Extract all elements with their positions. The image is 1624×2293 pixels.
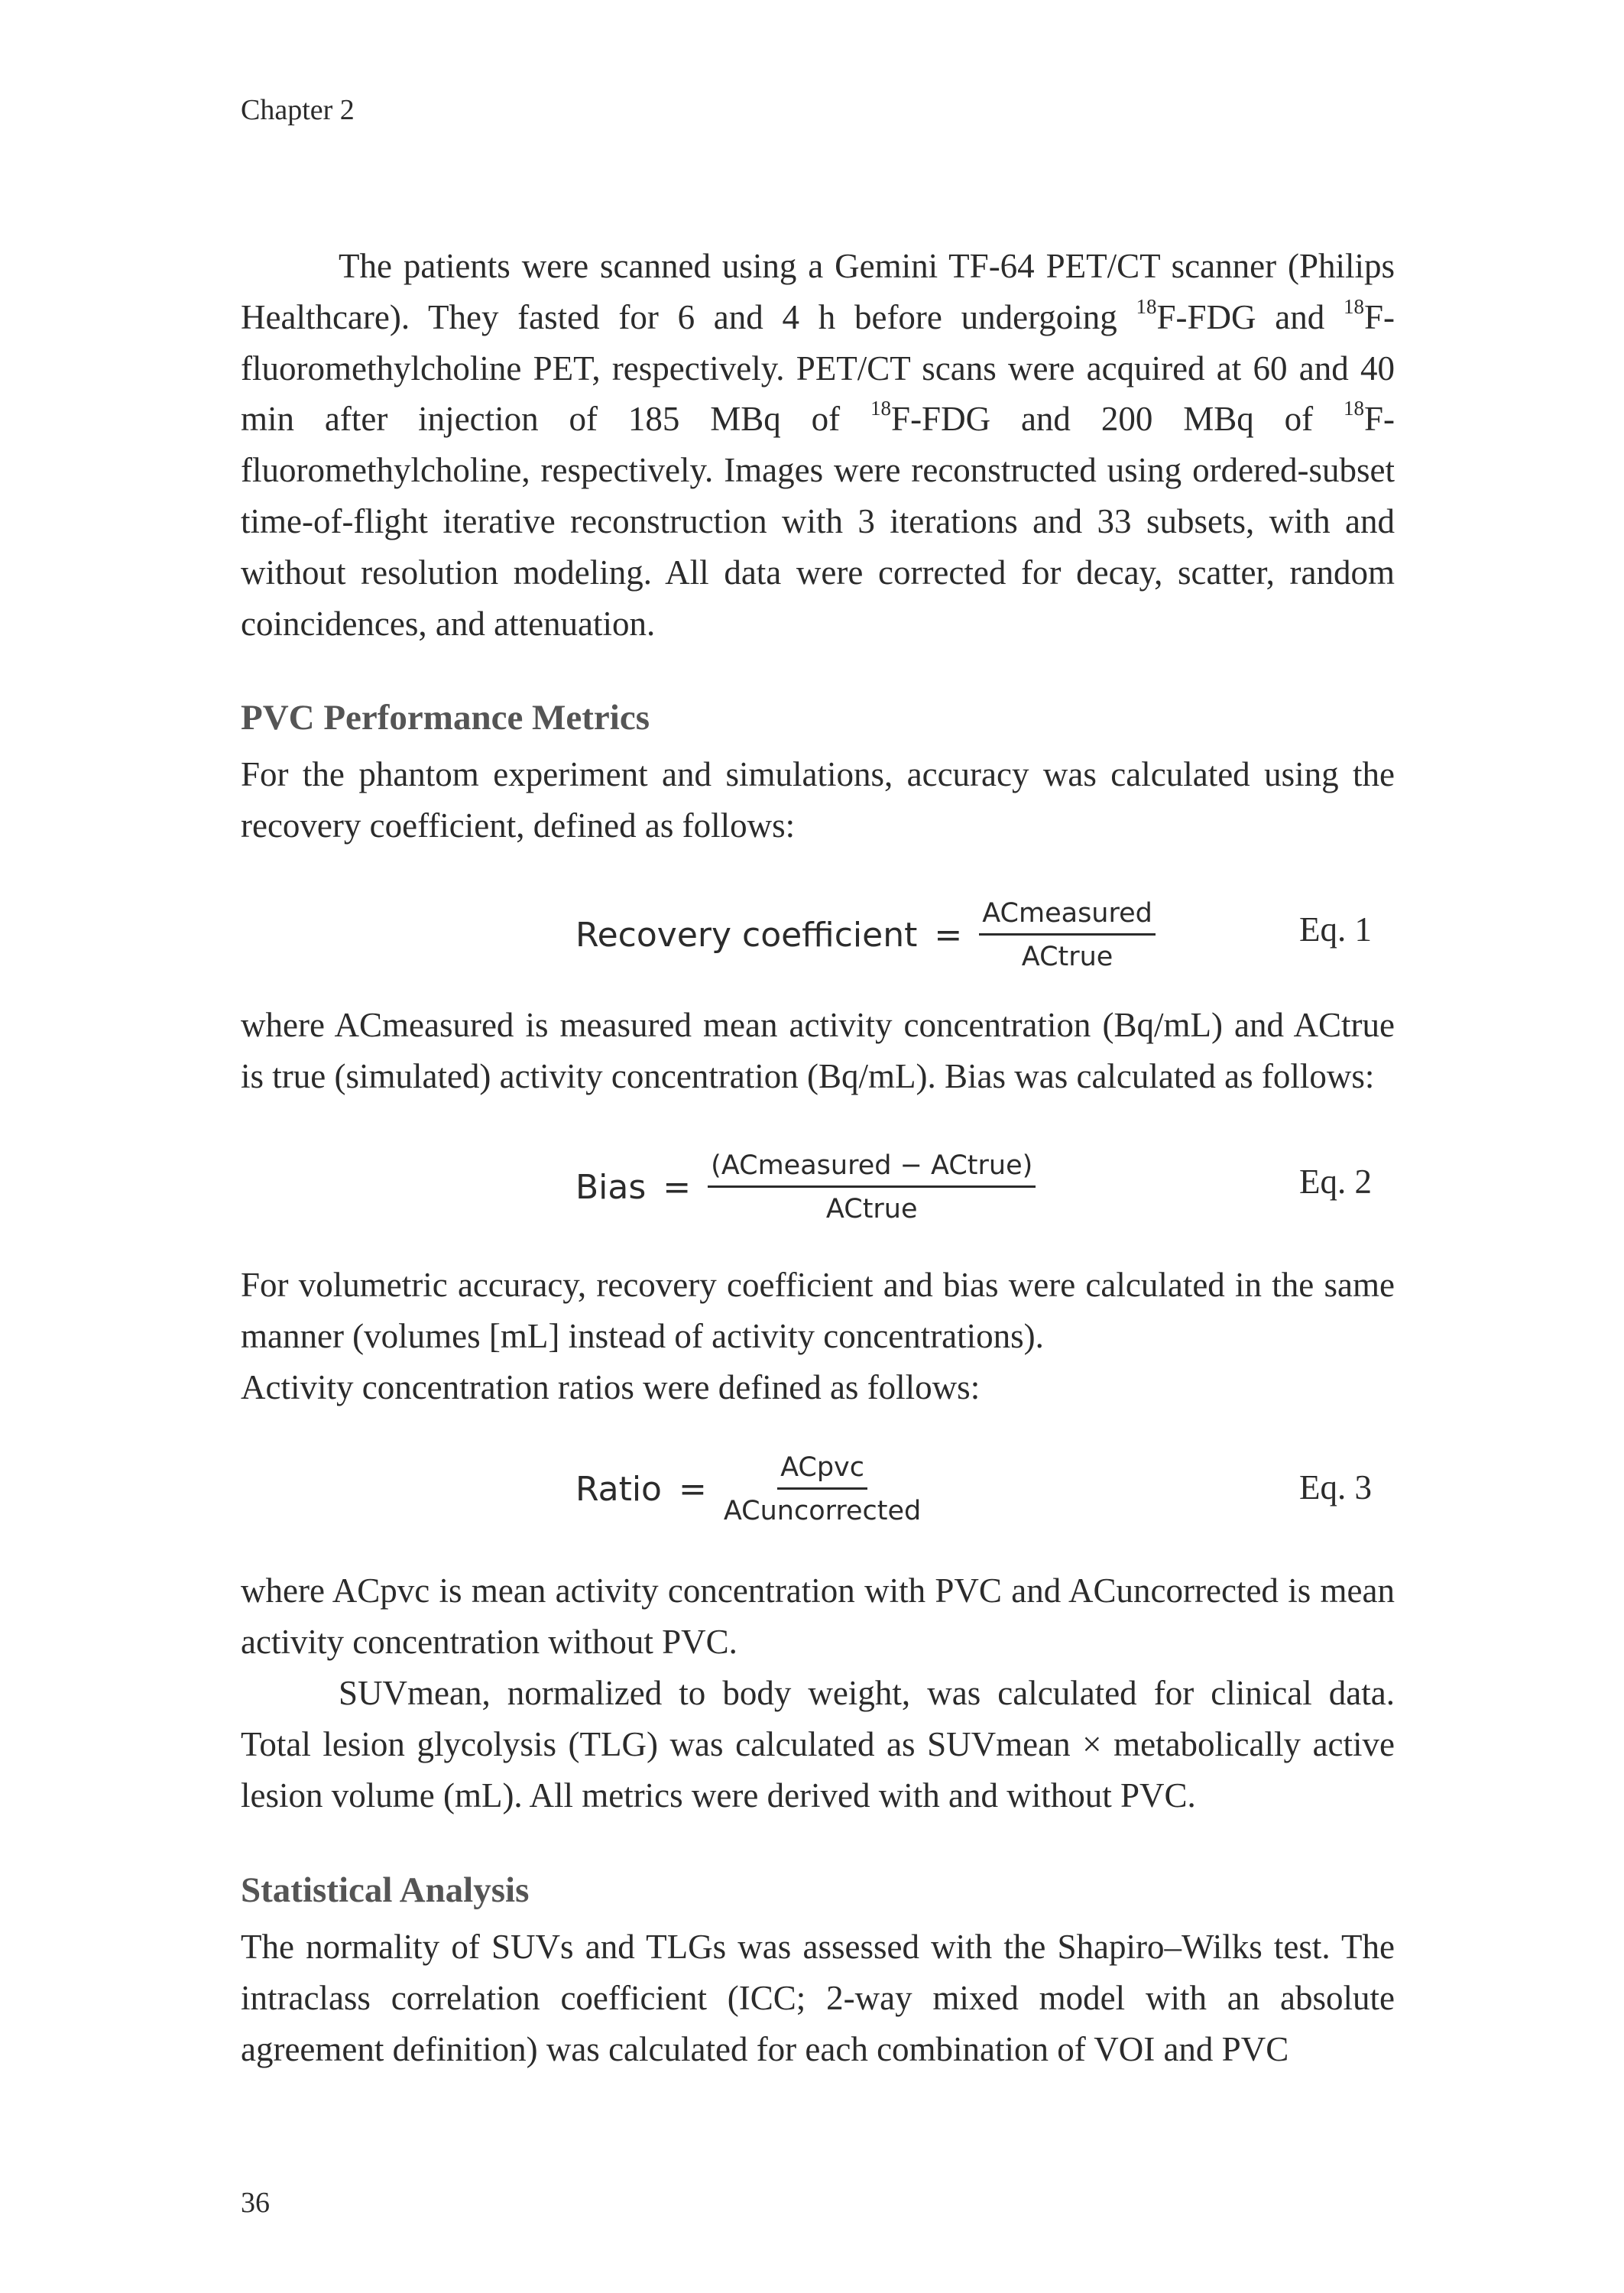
equation-lhs: Bias (575, 1168, 647, 1207)
denominator: ACtrue (1021, 942, 1113, 972)
equation-lhs: Recovery coefficient (575, 916, 918, 955)
volumetric-accuracy-paragraph: For volumetric accuracy, recovery coefficient and bias were calculated in the same manner (volumes [mL] instead of activity concentrations). (241, 1266, 1395, 1355)
recovery-intro-paragraph: For the phantom experiment and simulations, accuracy was calculated using the recovery coefficient, defined as follows: (241, 755, 1395, 845)
statistics-paragraph: The normality of SUVs and TLGs was assessed with the Shapiro–Wilks test. The intraclass correlation coefficient (ICC; 2-way mixed model with an absolute agreement definition) was calculated for each combination of VOI and PVC (241, 1928, 1395, 2068)
equation-label-1: Eq. 1 (1299, 910, 1372, 949)
fraction (979, 898, 1156, 972)
running-head: Chapter 2 (241, 94, 355, 126)
equation-lhs: Ratio (575, 1470, 662, 1509)
suv-tlg-paragraph: SUVmean, normalized to body weight, was calculated for clinical data. Total lesion glycolysis (TLG) was calculated as SUVmean × metabolically active lesion volume (mL). All metrics were derived with and without PVC. (241, 1674, 1395, 1815)
equation-label-3: Eq. 3 (1299, 1468, 1372, 1507)
equation-ratio (575, 1452, 921, 1526)
numerator: ACpvc (777, 1452, 867, 1490)
equals-sign: = (678, 1470, 707, 1509)
eq1-explanation-paragraph: where ACmeasured is measured mean activity concentration (Bq/mL) and ACtrue is true (simulated) activity concentration (Bq/mL). Bias was calculated as follows: (241, 1006, 1395, 1095)
fraction (708, 1150, 1036, 1224)
numerator: ACmeasured (979, 898, 1156, 936)
denominator: ACtrue (825, 1194, 918, 1224)
equals-sign: = (934, 916, 963, 955)
page-number: 36 (241, 2187, 270, 2219)
methods-paragraph: The patients were scanned using a Gemini TF-64 PET/CT scanner (Philips Healthcare). They fasted for 6 and 4 h before undergoing $^{18}$F-FDG and $^{18}$F-fluoromethylcholine PET, respectively. PET/CT scans were acquired at 60 and 40 min after injection of 185 MBq of $^{18}$F-FDG and 200 MBq of $^{18}$F-fluoromethylcholine, respectively. Images were reconstructed using ordered-subset time-of-flight iterative reconstruction with 3 iterations and 33 subsets, with and without resolution modeling. All data were corrected for decay, scatter, random coincidences, and attenuation. (241, 247, 1395, 643)
eq3-explanation-paragraph: where ACpvc is mean activity concentration with PVC and ACuncorrected is mean activity concentration without PVC. (241, 1571, 1395, 1661)
section-heading-statistical-analysis: Statistical Analysis (241, 1870, 530, 1910)
equation-bias (575, 1150, 1036, 1224)
fraction (724, 1452, 921, 1526)
equation-label-2: Eq. 2 (1299, 1163, 1372, 1201)
equals-sign: = (663, 1168, 692, 1207)
ratio-intro-paragraph: Activity concentration ratios were defined as follows: (241, 1368, 981, 1406)
section-heading-pvc-metrics: PVC Performance Metrics (241, 698, 650, 738)
denominator: ACuncorrected (723, 1496, 922, 1526)
numerator: (ACmeasured − ACtrue) (708, 1150, 1036, 1188)
equation-recovery-coefficient (575, 898, 1156, 972)
